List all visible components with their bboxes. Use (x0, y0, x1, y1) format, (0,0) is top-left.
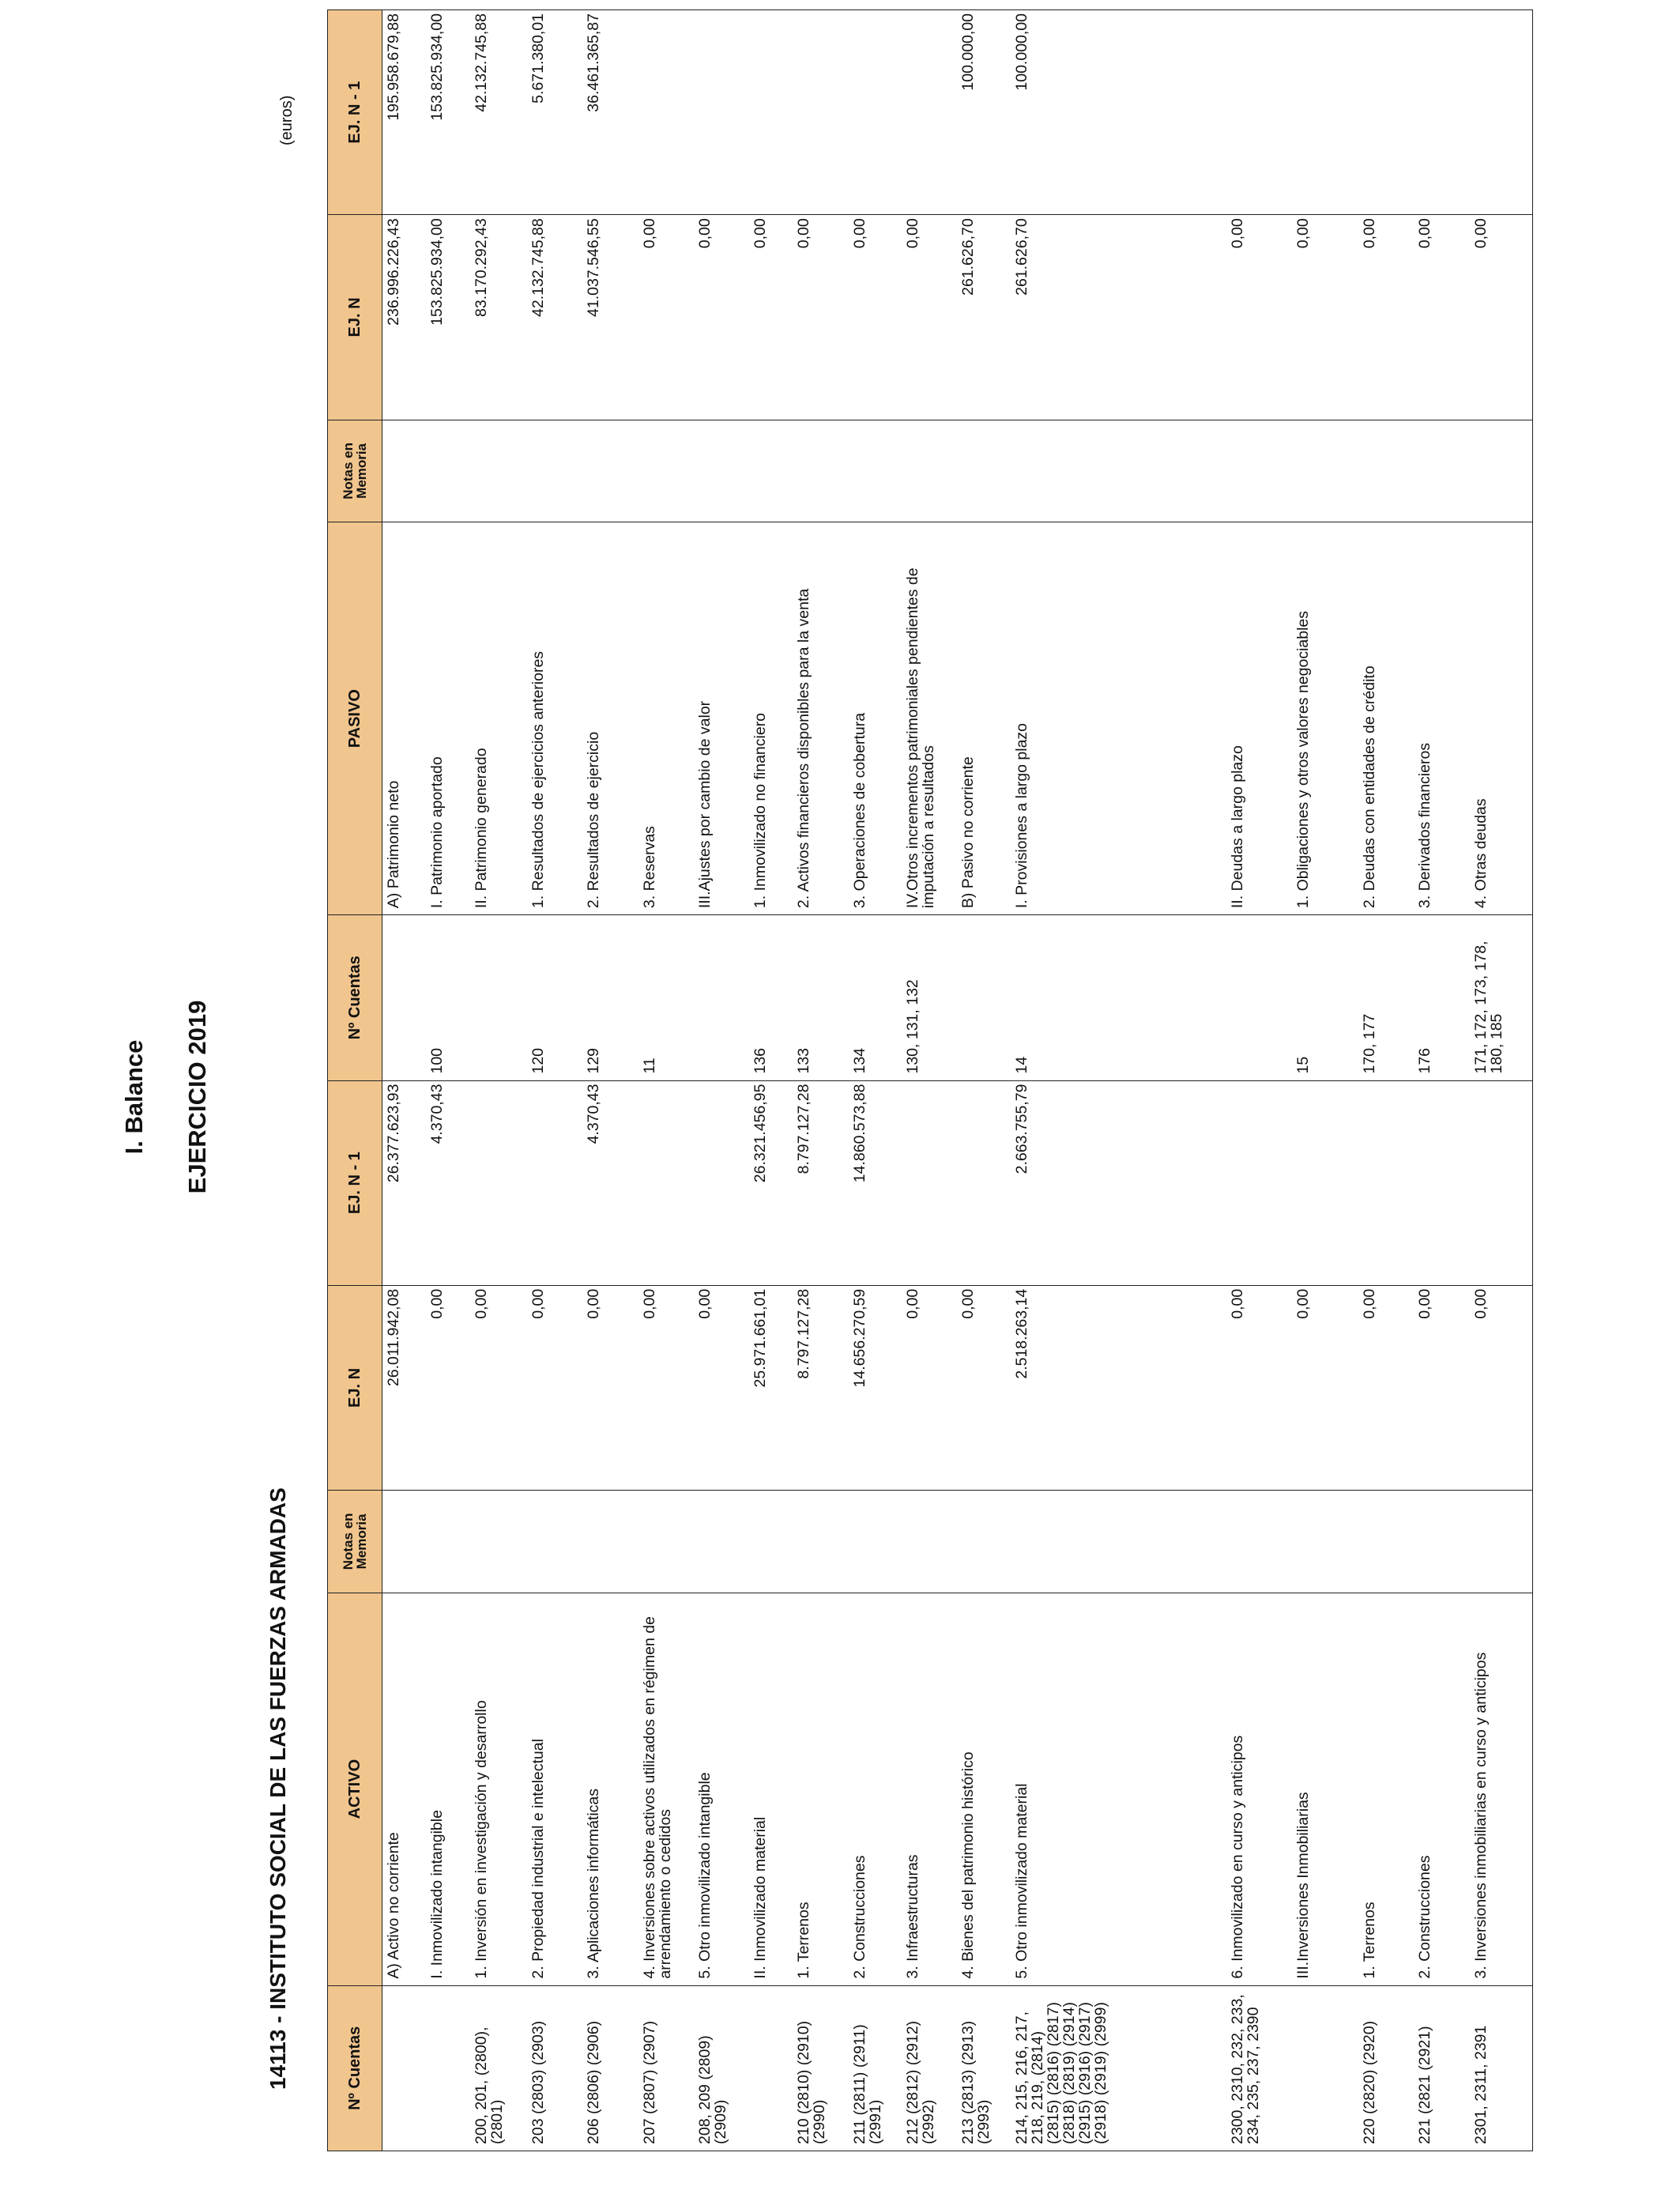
ej-n1-activo-cell: 4.370,43 (426, 1080, 470, 1285)
activo-label-cell: 1. Inversión en investigación y desarrollo (470, 1593, 528, 1985)
ej-n1-activo-cell: 2.663.755,79 (1011, 1080, 1226, 1285)
cuentas-pasivo-cell: 134 (849, 915, 902, 1080)
header-ej-n-activo: EJ. N (328, 1285, 382, 1490)
ej-n-activo-cell: 0,00 (582, 1285, 638, 1490)
activo-label-cell: A) Activo no corriente (382, 1593, 427, 1985)
table-row (1470, 10, 1533, 2151)
ej-n-activo-cell: 14.656.270,59 (849, 1285, 902, 1490)
table-row (749, 10, 793, 2151)
notas-pasivo-cell (470, 420, 528, 522)
ej-n-activo-cell: 26.011.942,08 (382, 1285, 427, 1490)
notas-pasivo-cell (527, 420, 582, 522)
ej-n1-activo-cell: 14.860.573,88 (849, 1080, 902, 1285)
organization-name: 14113 - INSTITUTO SOCIAL DE LAS FUERZAS ARMADAS (266, 1487, 290, 2090)
ej-n-pasivo-cell: 261.626,70 (957, 215, 1011, 420)
cuentas-pasivo-cell: 171, 172, 173, 178, 180, 185 (1470, 915, 1533, 1080)
ej-n1-pasivo-cell: 36.461.365,87 (582, 10, 638, 215)
table-row (470, 10, 528, 2151)
notas-activo-cell (902, 1491, 957, 1593)
pasivo-label-cell: 1. Obligaciones y otros valores negociables (1292, 522, 1359, 915)
pasivo-label-cell: 4. Otras deudas (1470, 522, 1533, 915)
ej-n1-pasivo-cell (1226, 10, 1291, 215)
ej-n-pasivo-cell: 0,00 (902, 215, 957, 420)
ej-n1-activo-cell: 4.370,43 (582, 1080, 638, 1285)
cuentas-activo-cell: 206 (2806) (2906) (582, 1985, 638, 2151)
currency-note: (euros) (278, 95, 296, 145)
ej-n1-pasivo-cell (1292, 10, 1359, 215)
pasivo-label-cell: 2. Activos financieros disponibles para la venta (793, 522, 848, 915)
activo-label-cell: I. Inmovilizado intangible (426, 1593, 470, 1985)
cuentas-activo-cell (382, 1985, 427, 2151)
cuentas-activo-cell: 213 (2813) (2913) (2993) (957, 1985, 1011, 2151)
cuentas-activo-cell: 2301, 2311, 2391 (1470, 1985, 1533, 2151)
pasivo-label-cell: A) Patrimonio neto (382, 522, 427, 915)
ej-n1-activo-cell (694, 1080, 749, 1285)
cuentas-pasivo-cell: 176 (1414, 915, 1469, 1080)
pasivo-label-cell: 3. Derivados financieros (1414, 522, 1469, 915)
ej-n-activo-cell: 2.518.263,14 (1011, 1285, 1226, 1490)
ej-n-pasivo-cell: 261.626,70 (1011, 215, 1226, 420)
ej-n1-pasivo-cell: 153.825.934,00 (426, 10, 470, 215)
notas-pasivo-cell (902, 420, 957, 522)
table-row (426, 10, 470, 2151)
notas-activo-cell (749, 1491, 793, 1593)
ej-n1-pasivo-cell (749, 10, 793, 215)
activo-label-cell: 6. Inmovilizado en curso y anticipos (1226, 1593, 1291, 1985)
cuentas-activo-cell: 207 (2807) (2907) (638, 1985, 694, 2151)
table-row (638, 10, 694, 2151)
ej-n-activo-cell: 0,00 (694, 1285, 749, 1490)
ej-n-activo-cell: 0,00 (1292, 1285, 1359, 1490)
header-row (328, 10, 382, 2151)
cuentas-pasivo-cell: 136 (749, 915, 793, 1080)
ej-n1-activo-cell: 26.321.456,95 (749, 1080, 793, 1285)
activo-label-cell: 1. Terrenos (793, 1593, 848, 1985)
cuentas-pasivo-cell: 15 (1292, 915, 1359, 1080)
notas-activo-cell (1011, 1491, 1226, 1593)
ej-n1-pasivo-cell: 100.000,00 (957, 10, 1011, 215)
notas-pasivo-cell (1226, 420, 1291, 522)
cuentas-pasivo-cell: 100 (426, 915, 470, 1080)
header-ej-n1-activo: EJ. N - 1 (328, 1080, 382, 1285)
ej-n1-activo-cell: 8.797.127,28 (793, 1080, 848, 1285)
header-pasivo: PASIVO (328, 522, 382, 915)
ej-n-pasivo-cell: 153.825.934,00 (426, 215, 470, 420)
ej-n1-pasivo-cell (793, 10, 848, 215)
pasivo-label-cell: 1. Resultados de ejercicios anteriores (527, 522, 582, 915)
cuentas-pasivo-cell: 129 (582, 915, 638, 1080)
ej-n1-activo-cell (1292, 1080, 1359, 1285)
page-title: I. Balance (120, 1039, 148, 1155)
ej-n-activo-cell: 0,00 (1470, 1285, 1533, 1490)
cuentas-pasivo-cell: 11 (638, 915, 694, 1080)
table-row (957, 10, 1011, 2151)
cuentas-pasivo-cell: 120 (527, 915, 582, 1080)
cuentas-activo-cell: 221 (2821 (2921) (1414, 1985, 1469, 2151)
ej-n1-activo-cell (638, 1080, 694, 1285)
ej-n-pasivo-cell: 0,00 (1358, 215, 1414, 420)
table-row (527, 10, 582, 2151)
ej-n-activo-cell: 0,00 (1414, 1285, 1469, 1490)
ej-n-pasivo-cell: 0,00 (638, 215, 694, 420)
notas-activo-cell (527, 1491, 582, 1593)
notas-pasivo-cell (426, 420, 470, 522)
ej-n1-activo-cell (957, 1080, 1011, 1285)
cuentas-pasivo-cell: 14 (1011, 915, 1226, 1080)
pasivo-label-cell: 3. Operaciones de cobertura (849, 522, 902, 915)
activo-label-cell: III.Inversiones Inmobiliarias (1292, 1593, 1359, 1985)
notas-pasivo-cell (1414, 420, 1469, 522)
pasivo-label-cell: I. Patrimonio aportado (426, 522, 470, 915)
notas-pasivo-cell (1358, 420, 1414, 522)
table-row (1011, 10, 1226, 2151)
notas-pasivo-cell (957, 420, 1011, 522)
ej-n-pasivo-cell: 0,00 (1470, 215, 1533, 420)
notas-pasivo-cell (694, 420, 749, 522)
exercise-title: EJERCICIO 2019 (183, 1000, 211, 1194)
cuentas-pasivo-cell (694, 915, 749, 1080)
cuentas-pasivo-cell (957, 915, 1011, 1080)
ej-n1-pasivo-cell (638, 10, 694, 215)
ej-n1-pasivo-cell: 5.671.380,01 (527, 10, 582, 215)
ej-n-activo-cell: 0,00 (1358, 1285, 1414, 1490)
notas-activo-cell (426, 1491, 470, 1593)
header-notas-pasivo: Notas en Memoria (328, 420, 382, 522)
ej-n1-activo-cell (1414, 1080, 1469, 1285)
notas-pasivo-cell (638, 420, 694, 522)
activo-label-cell: 3. Infraestructuras (902, 1593, 957, 1985)
notas-activo-cell (582, 1491, 638, 1593)
activo-label-cell: 2. Construcciones (1414, 1593, 1469, 1985)
header-activo: ACTIVO (328, 1593, 382, 1985)
table-row (849, 10, 902, 2151)
ej-n1-pasivo-cell (902, 10, 957, 215)
ej-n-pasivo-cell: 0,00 (793, 215, 848, 420)
cuentas-pasivo-cell (470, 915, 528, 1080)
notas-activo-cell (849, 1491, 902, 1593)
ej-n1-pasivo-cell: 42.132.745,88 (470, 10, 528, 215)
notas-pasivo-cell (1011, 420, 1226, 522)
cuentas-pasivo-cell: 130, 131, 132 (902, 915, 957, 1080)
ej-n-activo-cell: 0,00 (426, 1285, 470, 1490)
notas-activo-cell (957, 1491, 1011, 1593)
ej-n1-pasivo-cell (694, 10, 749, 215)
pasivo-label-cell: B) Pasivo no corriente (957, 522, 1011, 915)
table-row (1358, 10, 1414, 2151)
notas-activo-cell (470, 1491, 528, 1593)
notas-pasivo-cell (1470, 420, 1533, 522)
ej-n1-pasivo-cell (1470, 10, 1533, 215)
notas-activo-cell (793, 1491, 848, 1593)
pasivo-label-cell: 1. Inmovilizado no financiero (749, 522, 793, 915)
ej-n-pasivo-cell: 0,00 (1292, 215, 1359, 420)
cuentas-activo-cell (1292, 1985, 1359, 2151)
activo-label-cell: II. Inmovilizado material (749, 1593, 793, 1985)
header-ej-n-pasivo: EJ. N (328, 215, 382, 420)
table-row (382, 10, 427, 2151)
ej-n1-activo-cell (527, 1080, 582, 1285)
ej-n1-activo-cell (1470, 1080, 1533, 1285)
pasivo-label-cell: III.Ajustes por cambio de valor (694, 522, 749, 915)
ej-n-activo-cell: 8.797.127,28 (793, 1285, 848, 1490)
ej-n-pasivo-cell: 41.037.546,55 (582, 215, 638, 420)
cuentas-pasivo-cell: 133 (793, 915, 848, 1080)
notas-pasivo-cell (582, 420, 638, 522)
notas-activo-cell (1358, 1491, 1414, 1593)
notas-activo-cell (1414, 1491, 1469, 1593)
ej-n1-activo-cell (1226, 1080, 1291, 1285)
notas-activo-cell (694, 1491, 749, 1593)
cuentas-activo-cell: 212 (2812) (2912) (2992) (902, 1985, 957, 2151)
notas-activo-cell (1470, 1491, 1533, 1593)
notas-pasivo-cell (382, 420, 427, 522)
ej-n1-activo-cell (470, 1080, 528, 1285)
table-row (694, 10, 749, 2151)
pasivo-label-cell: 2. Resultados de ejercicio (582, 522, 638, 915)
ej-n1-pasivo-cell: 100.000,00 (1011, 10, 1226, 215)
header-cuentas-activo: Nº Cuentas (328, 1985, 382, 2151)
header-ej-n1-pasivo: EJ. N - 1 (328, 10, 382, 215)
notas-activo-cell (638, 1491, 694, 1593)
pasivo-label-cell: 3. Reservas (638, 522, 694, 915)
ej-n1-activo-cell: 26.377.623,93 (382, 1080, 427, 1285)
ej-n-pasivo-cell: 83.170.292,43 (470, 215, 528, 420)
activo-label-cell: 1. Terrenos (1358, 1593, 1414, 1985)
notas-pasivo-cell (749, 420, 793, 522)
notas-pasivo-cell (1292, 420, 1359, 522)
activo-label-cell: 3. Inversiones inmobiliarias en curso y anticipos (1470, 1593, 1533, 1985)
pasivo-label-cell: II. Patrimonio generado (470, 522, 528, 915)
cuentas-pasivo-cell: 170, 177 (1358, 915, 1414, 1080)
cuentas-activo-cell: 200, 201, (2800), (2801) (470, 1985, 528, 2151)
ej-n-pasivo-cell: 0,00 (694, 215, 749, 420)
activo-label-cell: 4. Inversiones sobre activos utilizados en régimen de arrendamiento o cedidos (638, 1593, 694, 1985)
ej-n-pasivo-cell: 0,00 (1226, 215, 1291, 420)
header-notas-activo: Notas en Memoria (328, 1491, 382, 1593)
cuentas-activo-cell: 210 (2810) (2910) (2990) (793, 1985, 848, 2151)
ej-n1-pasivo-cell (1358, 10, 1414, 215)
cuentas-activo-cell: 203 (2803) (2903) (527, 1985, 582, 2151)
cuentas-activo-cell: 208, 209 (2809) (2909) (694, 1985, 749, 2151)
table-row (793, 10, 848, 2151)
ej-n-activo-cell: 0,00 (470, 1285, 528, 1490)
ej-n-pasivo-cell: 236.996.226,43 (382, 215, 427, 420)
ej-n1-pasivo-cell (849, 10, 902, 215)
cuentas-pasivo-cell (382, 915, 427, 1080)
notas-activo-cell (1226, 1491, 1291, 1593)
table-body (382, 10, 1533, 2151)
ej-n-activo-cell: 0,00 (957, 1285, 1011, 1490)
notas-activo-cell (1292, 1491, 1359, 1593)
cuentas-activo-cell: 211 (2811) (2911) (2991) (849, 1985, 902, 2151)
activo-label-cell: 5. Otro inmovilizado intangible (694, 1593, 749, 1985)
pasivo-label-cell: I. Provisiones a largo plazo (1011, 522, 1226, 915)
activo-label-cell: 2. Construcciones (849, 1593, 902, 1985)
activo-label-cell: 3. Aplicaciones informáticas (582, 1593, 638, 1985)
cuentas-activo-cell (426, 1985, 470, 2151)
notas-activo-cell (382, 1491, 427, 1593)
ej-n-activo-cell: 0,00 (638, 1285, 694, 1490)
cuentas-pasivo-cell (1226, 915, 1291, 1080)
ej-n1-activo-cell (1358, 1080, 1414, 1285)
cuentas-activo-cell: 220 (2820) (2920) (1358, 1985, 1414, 2151)
pasivo-label-cell: II. Deudas a largo plazo (1226, 522, 1291, 915)
ej-n1-pasivo-cell (1414, 10, 1469, 215)
ej-n1-activo-cell (902, 1080, 957, 1285)
balance-table (327, 9, 1533, 2151)
notas-pasivo-cell (793, 420, 848, 522)
activo-label-cell: 2. Propiedad industrial e intelectual (527, 1593, 582, 1985)
pasivo-label-cell: 2. Deudas con entidades de crédito (1358, 522, 1414, 915)
ej-n-pasivo-cell: 0,00 (749, 215, 793, 420)
notas-pasivo-cell (849, 420, 902, 522)
activo-label-cell: 5. Otro inmovilizado material (1011, 1593, 1226, 1985)
activo-label-cell: 4. Bienes del patrimonio histórico (957, 1593, 1011, 1985)
ej-n-activo-cell: 25.971.661,01 (749, 1285, 793, 1490)
ej-n-activo-cell: 0,00 (1226, 1285, 1291, 1490)
header-cuentas-pasivo: Nº Cuentas (328, 915, 382, 1080)
ej-n-activo-cell: 0,00 (527, 1285, 582, 1490)
table-row (902, 10, 957, 2151)
cuentas-activo-cell: 2300, 2310, 232, 233, 234, 235, 237, 2390 (1226, 1985, 1291, 2151)
ej-n1-pasivo-cell: 195.958.679,88 (382, 10, 427, 215)
ej-n-pasivo-cell: 0,00 (1414, 215, 1469, 420)
cuentas-activo-cell (749, 1985, 793, 2151)
table-row (582, 10, 638, 2151)
ej-n-pasivo-cell: 42.132.745,88 (527, 215, 582, 420)
table-row (1226, 10, 1291, 2151)
ej-n-activo-cell: 0,00 (902, 1285, 957, 1490)
ej-n-pasivo-cell: 0,00 (849, 215, 902, 420)
pasivo-label-cell: IV.Otros incrementos patrimoniales pendientes de imputación a resultados (902, 522, 957, 915)
table-row (1414, 10, 1469, 2151)
cuentas-activo-cell: 214, 215, 216, 217, 218, 219, (2814) (2815) (2816) (2817) (2818) (2819) (2914) (2915) (2916) (2917) (2918) (2919) (2999) (1011, 1985, 1226, 2151)
table-row (1292, 10, 1359, 2151)
